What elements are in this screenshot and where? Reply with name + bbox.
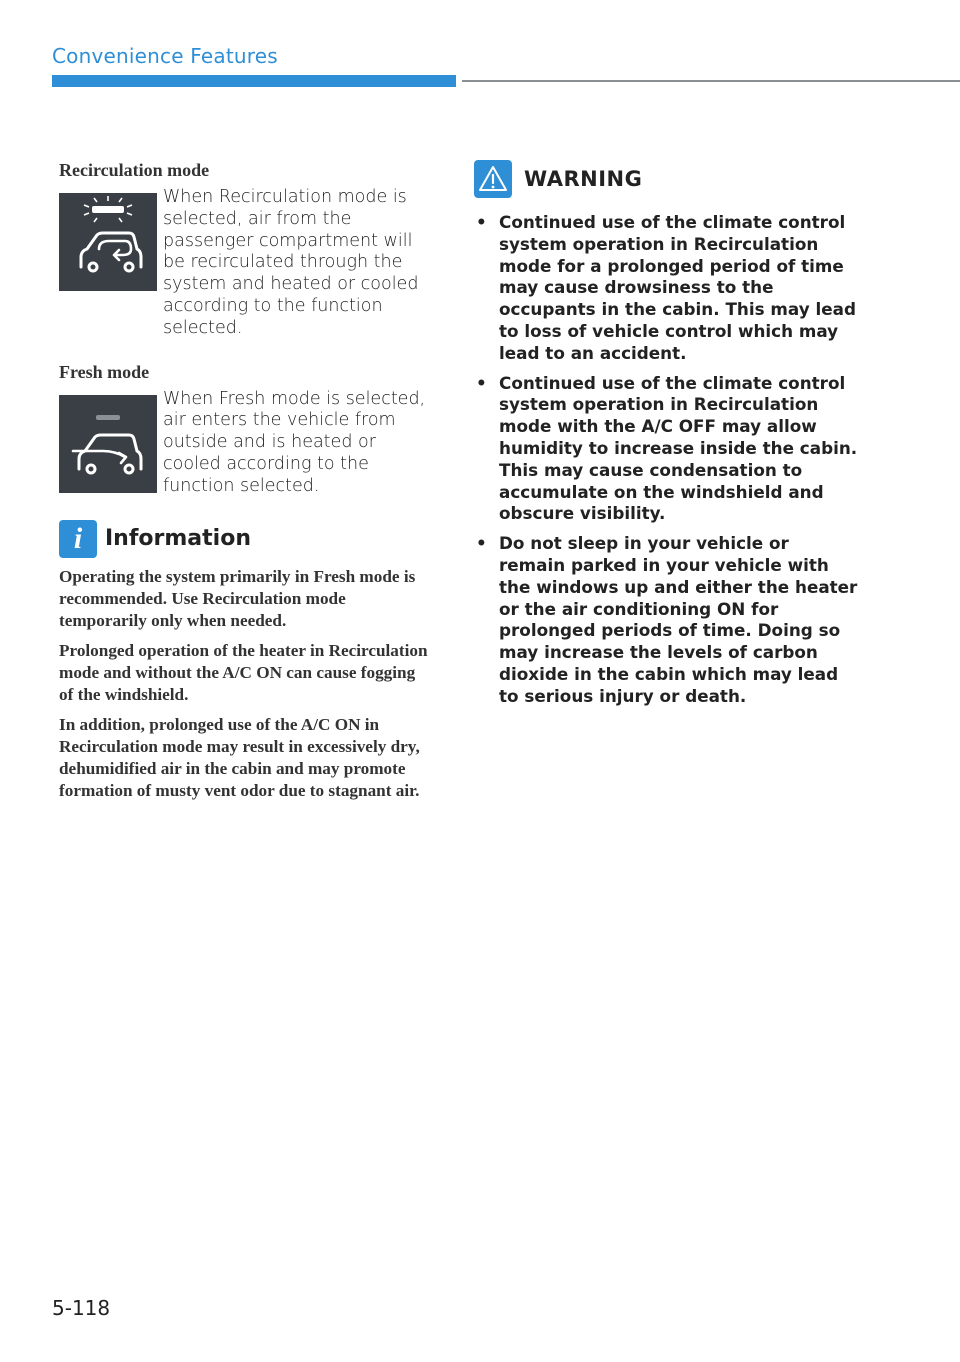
right-column — [474, 160, 860, 716]
header-bar-accent — [52, 75, 456, 87]
information-header — [59, 520, 439, 558]
bullet-icon: • — [476, 372, 487, 393]
warning-item-text: Continued use of the climate control system operation in Recirculation mode for a prolonged period of time may cause drowsiness to the occupants in the cabin. This may lead to loss of vehicle control which may lead to an accident. — [499, 212, 856, 363]
bullet-icon: • — [476, 533, 487, 554]
information-paragraph: Operating the system primarily in Fresh mode is recommended. Use Recirculation mode temporarily only when needed. — [59, 566, 416, 630]
warning-title: WARNING — [524, 167, 643, 191]
fresh-mode-description: When Fresh mode is selected, air enters the vehicle from outside and is heated or cooled according to the function selected. — [163, 388, 426, 496]
information-paragraph: Prolonged operation of the heater in Recirculation mode and without the A/C ON can cause fogging of the windshield. — [59, 640, 428, 704]
information-paragraph: In addition, prolonged use of the A/C ON in Recirculation mode may result in excessively dry, dehumidified air in the cabin and may promote formation of musty vent odor due to stagnant air. — [59, 714, 420, 800]
warning-list-item — [474, 212, 860, 365]
warning-header — [474, 160, 860, 198]
fresh-mode-row — [59, 389, 439, 498]
page-header-title: Convenience Features — [52, 44, 278, 68]
information-title: Information — [105, 526, 251, 552]
left-column — [59, 160, 439, 810]
recirculation-mode-icon — [59, 193, 157, 291]
information-icon: i — [59, 520, 97, 558]
header-bar-rule — [462, 80, 960, 82]
fresh-air-mode-icon — [59, 395, 157, 493]
recirculation-mode-row — [59, 187, 439, 340]
warning-item-text: Continued use of the climate control system operation in Recirculation mode with the A/C OFF may allow humidity to increase inside the cabin. This may cause condensation to accumulate on the windshield and obscure visibility. — [499, 372, 858, 524]
bullet-icon: • — [476, 212, 487, 232]
fresh-mode-title: Fresh mode — [59, 361, 150, 382]
warning-list — [474, 212, 860, 708]
warning-list-item — [474, 533, 860, 707]
recirculation-mode-description: When Recirculation mode is selected, air from the passenger compartment will be recirculated through the system and heated or cooled according to the function selected. — [163, 187, 419, 338]
warning-list-item — [474, 373, 860, 526]
warning-item-text: Do not sleep in your vehicle or remain parked in your vehicle with the windows up and either the heater or the air conditioning ON for prolonged periods of time. Doing so may increase the levels of carbon dioxide in the cabin which may lead to serious injury or death. — [499, 533, 858, 706]
page-number: 5-118 — [52, 1296, 111, 1320]
warning-triangle-icon — [474, 160, 512, 198]
recirculation-mode-title: Recirculation mode — [59, 160, 210, 180]
